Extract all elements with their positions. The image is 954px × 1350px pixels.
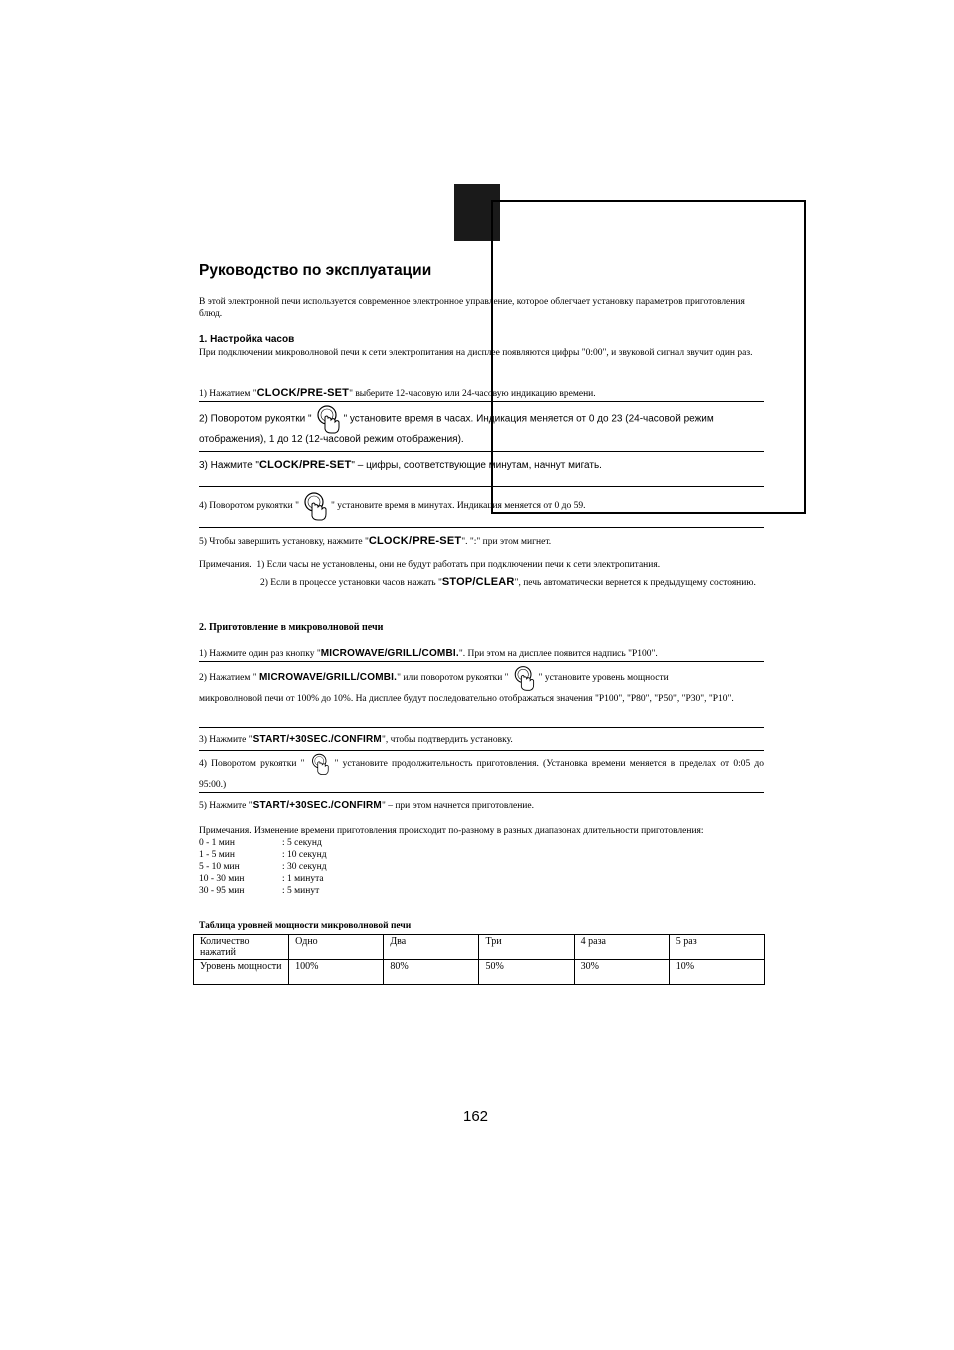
clock-step4: 4) Поворотом рукоятки " " установите время в минутах. Индикация меняется от 0 до 59.: [199, 490, 764, 522]
table-cell: Уровень мощности: [194, 960, 289, 985]
knob-hand-icon: [313, 403, 343, 435]
clock-step2-cont: отображения), 1 до 12 (12-часовой режим отображения).: [199, 434, 464, 445]
table-cell: 5 раз: [669, 935, 764, 960]
list-item: 1 - 5 мин : 10 секунд: [199, 850, 327, 860]
table-cell: 10%: [669, 960, 764, 985]
clock-note2: 2) Если в процессе установки часов нажать "STOP/CLEAR", печь автоматически вернется к предыдущему состоянию.: [260, 576, 756, 588]
table-cell: Два: [384, 935, 479, 960]
divider: [199, 661, 764, 662]
cook-step1: 1) Нажмите один раз кнопку "MICROWAVE/GRILL/COMBI.". При этом на дисплее появится надпись "P100".: [199, 648, 658, 659]
cook-step3: 3) Нажмите "START/+30SEC./CONFIRM", чтобы подтвердить установку.: [199, 734, 513, 745]
divider: [199, 527, 764, 528]
divider: [199, 750, 764, 751]
list-item: 0 - 1 мин : 5 секунд: [199, 838, 322, 848]
list-item: 5 - 10 мин : 30 секунд: [199, 862, 327, 872]
table-cell: 4 раза: [574, 935, 669, 960]
power-level-table: [193, 934, 765, 985]
clock-preset-button-label: CLOCK/PRE-SET: [256, 387, 350, 399]
cook-notes: Примечания. Изменение времени приготовления происходит по-разному в разных диапазонах длительности приготовления:: [199, 826, 704, 836]
microwave-button-label: MICROWAVE/GRILL/COMBI.: [320, 648, 459, 659]
cook-step4: 4) Поворотом рукоятки " " установите продолжительность приготовления. (Установка времени меняется в пределах от 0:05 до 95:00.): [199, 752, 764, 794]
page-number: 162: [463, 1108, 489, 1125]
clock-preset-button-label: CLOCK/PRE-SET: [368, 535, 462, 547]
clock-step5: 5) Чтобы завершить установку, нажмите "CLOCK/PRE-SET". ":" при этом мигнет.: [199, 535, 552, 547]
table-cell: 50%: [479, 960, 574, 985]
clock-notes: Примечания. 1) Если часы не установлены, они не будут работать при подключении печи к сети электропитания.: [199, 560, 661, 570]
microwave-button-label: MICROWAVE/GRILL/COMBI.: [259, 672, 398, 684]
table-row: [194, 960, 765, 985]
section1-text: При подключении микроволновой печи к сети электропитания на дисплее появляются цифры "0:00", и звуковой сигнал звучит один раз.: [199, 348, 753, 358]
table-title: Таблица уровней мощности микроволновой печи: [199, 921, 412, 931]
cook-step5: 5) Нажмите "START/+30SEC./CONFIRM" – при этом начнется приготовление.: [199, 800, 534, 811]
divider: [199, 451, 764, 452]
knob-hand-icon: [306, 752, 334, 776]
divider: [199, 486, 764, 487]
cook-step2-cont: микроволновой печи от 100% до 10%. На дисплее будут последовательно отображаться значения "P100", "P80", "P50", "P30", "P10".: [199, 694, 734, 704]
start-confirm-button-label: START/+30SEC./CONFIRM: [252, 734, 382, 745]
divider: [199, 401, 764, 402]
cook-step2: 2) Нажатием " MICROWAVE/GRILL/COMBI." или поворотом рукоятки " " установите уровень мощности: [199, 664, 764, 692]
clock-step3: 3) Нажмите "CLOCK/PRE-SET" – цифры, соответствующие минутам, начнут мигать.: [199, 459, 602, 471]
table-cell: 30%: [574, 960, 669, 985]
start-confirm-button-label: START/+30SEC./CONFIRM: [252, 800, 382, 811]
clock-step1: 1) Нажатием "CLOCK/PRE-SET" выберите 12-часовую или 24-часовую индикацию времени.: [199, 387, 596, 399]
table-row: [194, 935, 765, 960]
page-title: Руководство по эксплуатации: [199, 262, 432, 279]
table-cell: 100%: [289, 960, 384, 985]
knob-hand-icon: [510, 664, 538, 692]
list-item: 10 - 30 мин : 1 минута: [199, 874, 324, 884]
knob-hand-icon: [300, 490, 330, 522]
interval-list: [199, 837, 327, 897]
section2-title: 2. Приготовление в микроволновой печи: [199, 622, 384, 633]
section1-title: 1. Настройка часов: [199, 334, 295, 345]
table-cell: Одно: [289, 935, 384, 960]
table-cell: 80%: [384, 960, 479, 985]
divider: [199, 727, 764, 728]
table-cell: Три: [479, 935, 574, 960]
table-cell: Количество нажатий: [194, 935, 289, 960]
intro-text: В этой электронной печи используется современное электронное управление, которое облегчает установку параметров приготовления блюд.: [199, 297, 745, 319]
clock-preset-button-label: CLOCK/PRE-SET: [258, 459, 352, 471]
stop-clear-button-label: STOP/CLEAR: [441, 576, 515, 588]
clock-step2: 2) Поворотом рукоятки " " установите время в часах. Индикация меняется от 0 до 23 (24-часовой режим: [199, 403, 764, 435]
list-item: 30 - 95 мин : 5 минут: [199, 886, 320, 896]
divider: [199, 792, 764, 793]
